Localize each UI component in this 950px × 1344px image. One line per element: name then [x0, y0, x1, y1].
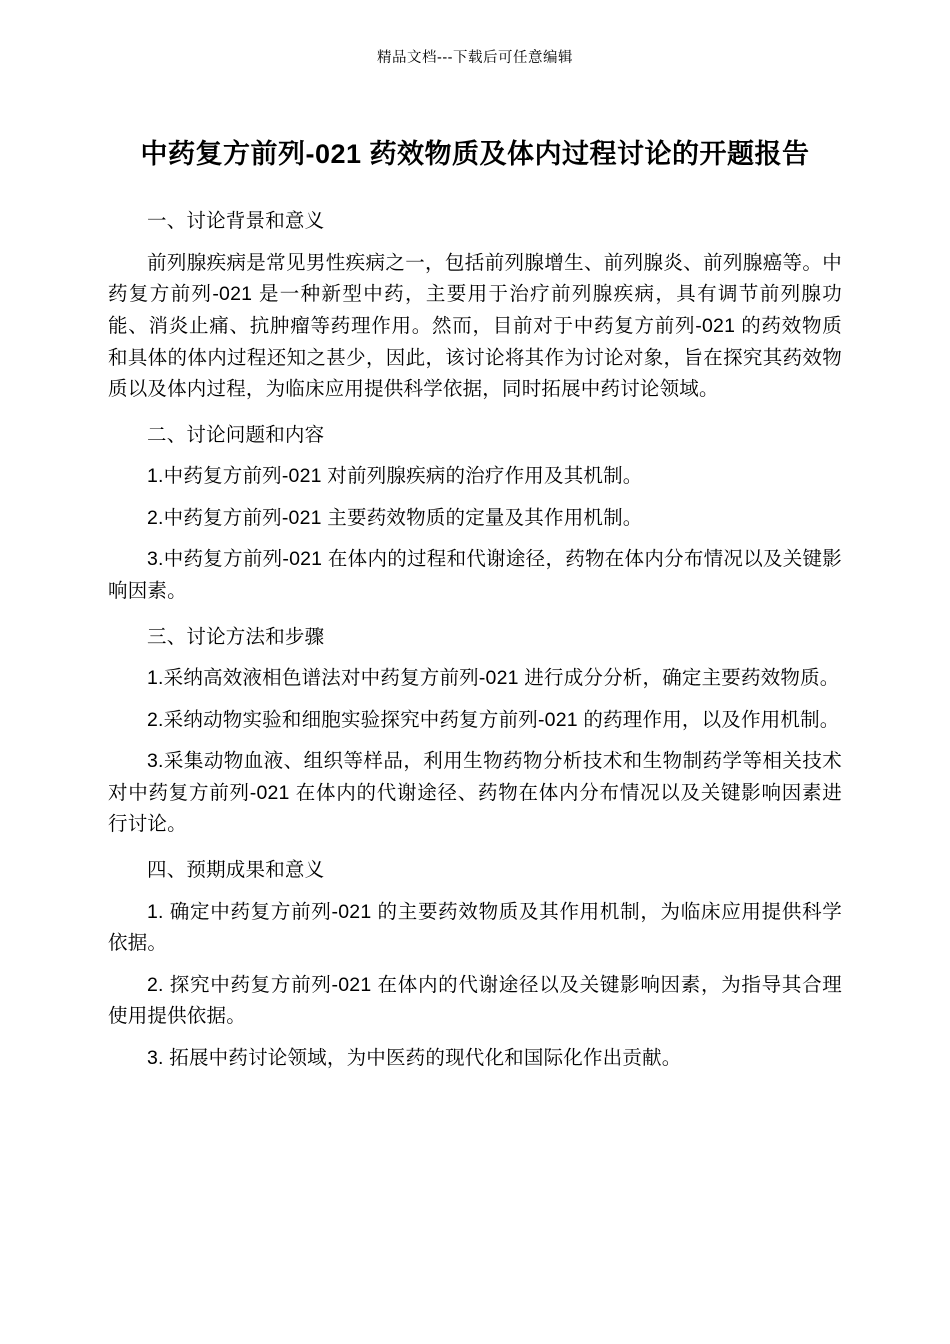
- section-4-paragraph-2: 2. 探究中药复方前列-021 在体内的代谢途径以及关键影响因素，为指导其合理使用提供依据。: [108, 973, 842, 1028]
- section-heading-1: 一、讨论背景和意义: [147, 210, 325, 233]
- section-4-paragraph-3: 3. 拓展中药讨论领域，为中医药的现代化和国际化作出贡献。: [147, 1046, 682, 1069]
- section-4-paragraph-1: 1. 确定中药复方前列-021 的主要药效物质及其作用机制，为临床应用提供科学依据。: [108, 900, 842, 955]
- section-2-paragraph-1: 1.中药复方前列-021 对前列腺疾病的治疗作用及其机制。: [147, 465, 643, 488]
- section-2-paragraph-3: 3.中药复方前列-021 在体内的过程和代谢途径，药物在体内分布情况以及关键影响因素。: [108, 548, 842, 603]
- section-3-paragraph-1: 1.采纳高效液相色谱法对中药复方前列-021 进行成分分析，确定主要药效物质。: [147, 667, 840, 690]
- section-3-paragraph-2: 2.采纳动物实验和细胞实验探究中药复方前列-021 的药理作用，以及作用机制。: [147, 708, 840, 731]
- watermark-note: 精品文档---下载后可任意编辑: [377, 50, 573, 66]
- page-title: 中药复方前列-021 药效物质及体内过程讨论的开题报告: [140, 139, 810, 170]
- section-heading-4: 四、预期成果和意义: [147, 859, 325, 882]
- document-body: [108, 206, 842, 1074]
- section-heading-3: 三、讨论方法和步骤: [147, 625, 325, 648]
- section-2-paragraph-2: 2.中药复方前列-021 主要药效物质的定量及其作用机制。: [147, 506, 643, 529]
- section-1-paragraph-1: 前列腺疾病是常见男性疾病之一，包括前列腺增生、前列腺炎、前列腺癌等。中药复方前列-021 是一种新型中药，主要用于治疗前列腺疾病，具有调节前列腺功能、消炎止痛、抗肿瘤等药理作用。然而，目前对于中药复方前列-021 的药效物质和具体的体内过程还知之甚少，因此，该讨论将其作为讨论对象，旨在探究其药效物质以及体内过程，为临床应用提供科学依据，同时拓展中药讨论领域。: [108, 251, 842, 401]
- section-heading-2: 二、讨论问题和内容: [147, 423, 325, 446]
- section-3-paragraph-3: 3.采集动物血液、组织等样品，利用生物药物分析技术和生物制药学等相关技术对中药复方前列-021 在体内的代谢途径、药物在体内分布情况以及关键影响因素进行讨论。: [108, 750, 842, 836]
